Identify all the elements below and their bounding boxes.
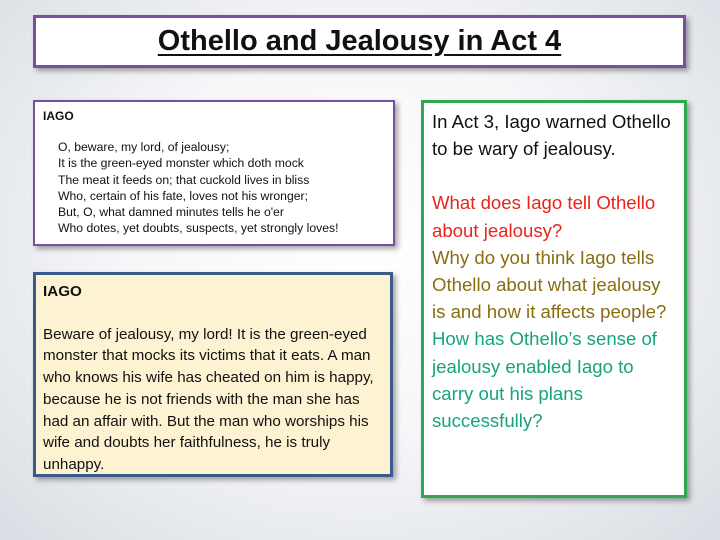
- quote-line: But, O, what damned minutes tells he o'er: [58, 205, 284, 220]
- quote-line: The meat it feeds on; that cuckold lives in bliss: [58, 172, 310, 187]
- modern-translation-text: Beware of jealousy, my lord! It is the green-eyed monster that mocks its victims that it eats. A man who knows his wife has cheated on him is happy, because he is not friends with the man she has had an affair with. But the man who worships his wife and doubts her faithfulness, he is truly unhappy.: [43, 325, 374, 473]
- modern-speaker: IAGO: [43, 283, 82, 300]
- question-2: Why do you think Iago tells Othello about what jealousy is and how it affects people?: [432, 246, 667, 323]
- slide-title: Othello and Jealousy in Act 4: [157, 25, 562, 57]
- quote-line: O, beware, my lord, of jealousy;: [58, 140, 230, 155]
- quote-line: It is the green-eyed monster which doth mock: [58, 156, 304, 171]
- questions-box: [421, 100, 687, 498]
- modern-translation-box: [33, 272, 393, 477]
- questions-intro: In Act 3, Iago warned Othello to be wary of jealousy.: [432, 111, 671, 160]
- quote-line: Who, certain of his fate, loves not his wronger;: [58, 188, 308, 203]
- question-1: What does Iago tell Othello about jealousy?: [432, 192, 656, 241]
- original-quote-box: [33, 100, 395, 246]
- original-quote-lines: [43, 139, 385, 236]
- original-speaker: IAGO: [43, 109, 74, 123]
- question-3: How has Othello’s sense of jealousy enabled Iago to carry out his plans successfully?: [432, 328, 657, 432]
- quote-line: Who dotes, yet doubts, suspects, yet strongly loves!: [58, 221, 339, 236]
- title-box: [33, 15, 686, 68]
